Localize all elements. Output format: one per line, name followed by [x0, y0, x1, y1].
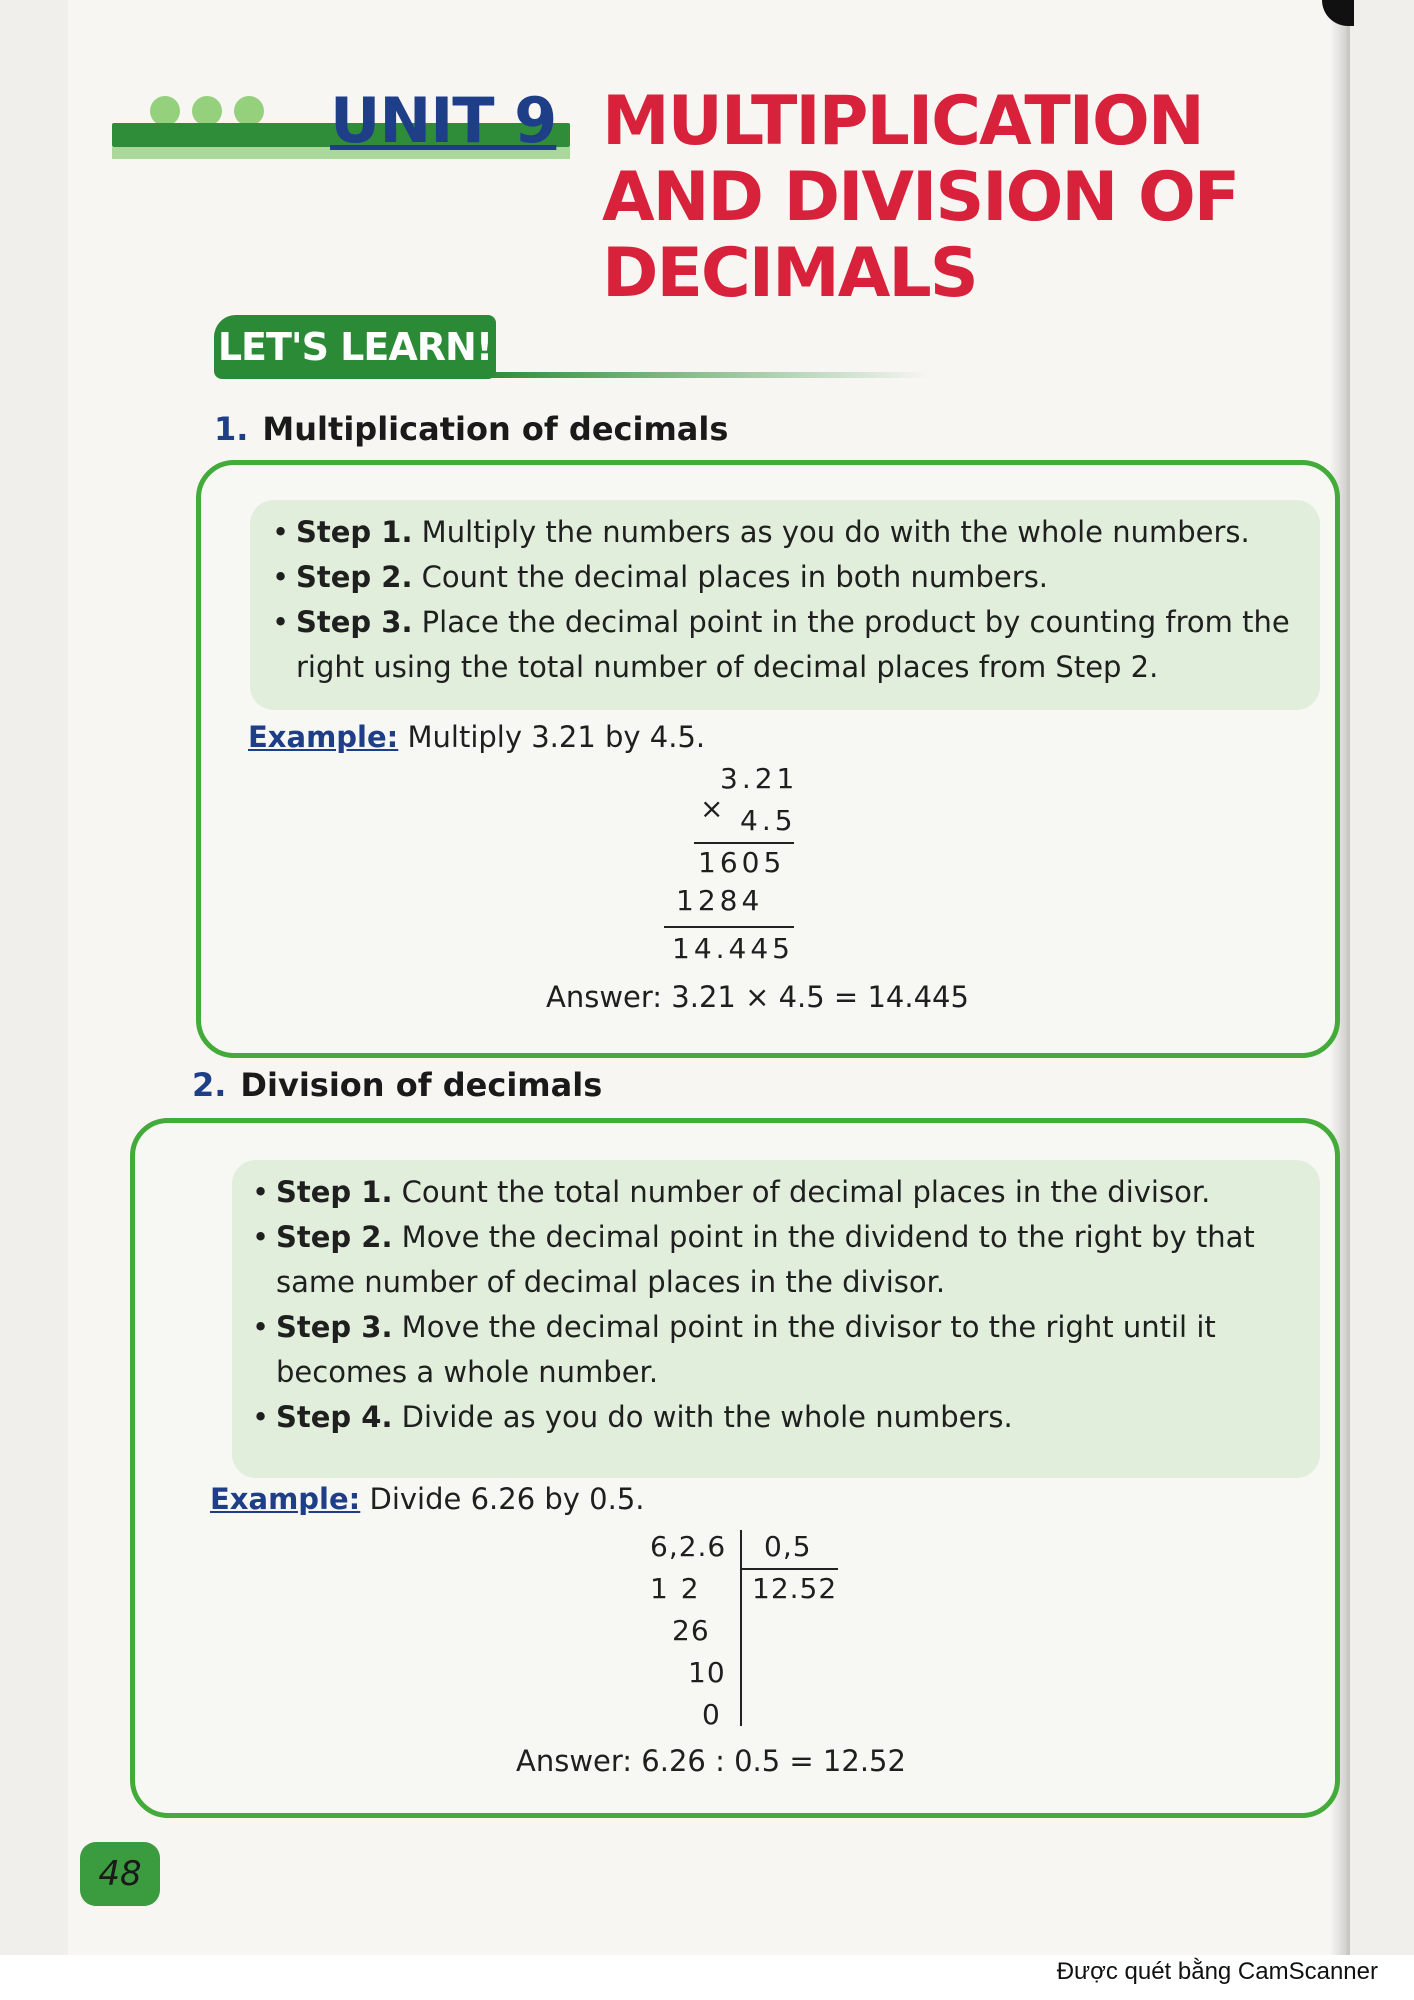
section-2-title: Division of decimals — [240, 1066, 603, 1104]
section-2-number: 2. — [192, 1066, 227, 1104]
section-1-number: 1. — [214, 410, 249, 448]
unit-title-line-2: AND DIVISION OF — [602, 158, 1239, 237]
lets-learn-badge: LET'S LEARN! — [214, 315, 496, 379]
mult-operator: × — [700, 792, 728, 825]
example-text: Multiply 3.21 by 4.5. — [398, 720, 706, 754]
unit-label: UNIT 9 — [330, 84, 557, 157]
step-item: • Step 2. Count the decimal places in both numbers. — [272, 555, 1302, 600]
header-dot — [150, 96, 180, 126]
div-vertical-rule — [740, 1530, 742, 1726]
mult-partial-2: 1284 — [676, 884, 764, 917]
div-divisor: 0,5 — [764, 1530, 812, 1563]
section-2-steps — [252, 1170, 1302, 1440]
section-2-heading — [192, 1066, 602, 1104]
div-quotient: 12.52 — [752, 1572, 838, 1605]
section-1-answer: Answer: 3.21 × 4.5 = 14.445 — [546, 980, 969, 1014]
section-1-title: Multiplication of decimals — [262, 410, 729, 448]
step-item: • Step 3. Move the decimal point in the divisor to the right until it becomes a whole number. — [252, 1305, 1302, 1395]
section-1-heading — [214, 410, 728, 448]
div-step-row: 0 — [702, 1698, 721, 1731]
section-1-example — [248, 720, 705, 754]
step-item: • Step 1. Multiply the numbers as you do with the whole numbers. — [272, 510, 1302, 555]
header-dot — [234, 96, 264, 126]
step-item: • Step 4. Divide as you do with the whole numbers. — [252, 1395, 1302, 1440]
mult-partial-1: 1605 — [698, 846, 786, 879]
div-step-row: 1 2 — [650, 1572, 701, 1605]
section-2-example — [210, 1482, 645, 1516]
unit-title-line-3: DECIMALS — [602, 234, 977, 313]
page-number: 48 — [80, 1842, 160, 1906]
div-step-row: 26 — [672, 1614, 710, 1647]
step-item: • Step 3. Place the decimal point in the product by counting from the right using the total number of decimal places from Step 2. — [272, 600, 1302, 690]
mult-result: 14.445 — [672, 932, 794, 965]
step-item: • Step 1. Count the total number of decimal places in the divisor. — [252, 1170, 1302, 1215]
div-horizontal-rule — [742, 1568, 838, 1570]
section-1-steps — [272, 510, 1302, 690]
section-2-answer: Answer: 6.26 : 0.5 = 12.52 — [516, 1744, 906, 1778]
section-2-steps-panel — [232, 1160, 1320, 1478]
header-dot — [192, 96, 222, 126]
header-dots — [150, 96, 264, 126]
section-1-steps-panel — [250, 500, 1320, 710]
mult-rule-2 — [664, 926, 794, 928]
mult-multiplier: 4.5 — [740, 804, 797, 837]
lets-learn-underline — [480, 372, 930, 378]
scanner-watermark: Được quét bằng CamScanner — [1056, 1958, 1378, 1985]
step-item: • Step 2. Move the decimal point in the dividend to the right by that same number of decimal places in the divisor. — [252, 1215, 1302, 1305]
example-text: Divide 6.26 by 0.5. — [360, 1482, 645, 1516]
unit-title-line-1: MULTIPLICATION — [602, 82, 1203, 161]
mult-rule-1 — [694, 842, 794, 844]
example-label: Example: — [248, 720, 399, 754]
mult-multiplicand: 3.21 — [720, 762, 799, 795]
div-step-row: 10 — [688, 1656, 726, 1689]
div-dividend: 6,2.6 — [650, 1530, 727, 1563]
example-label: Example: — [210, 1482, 361, 1516]
